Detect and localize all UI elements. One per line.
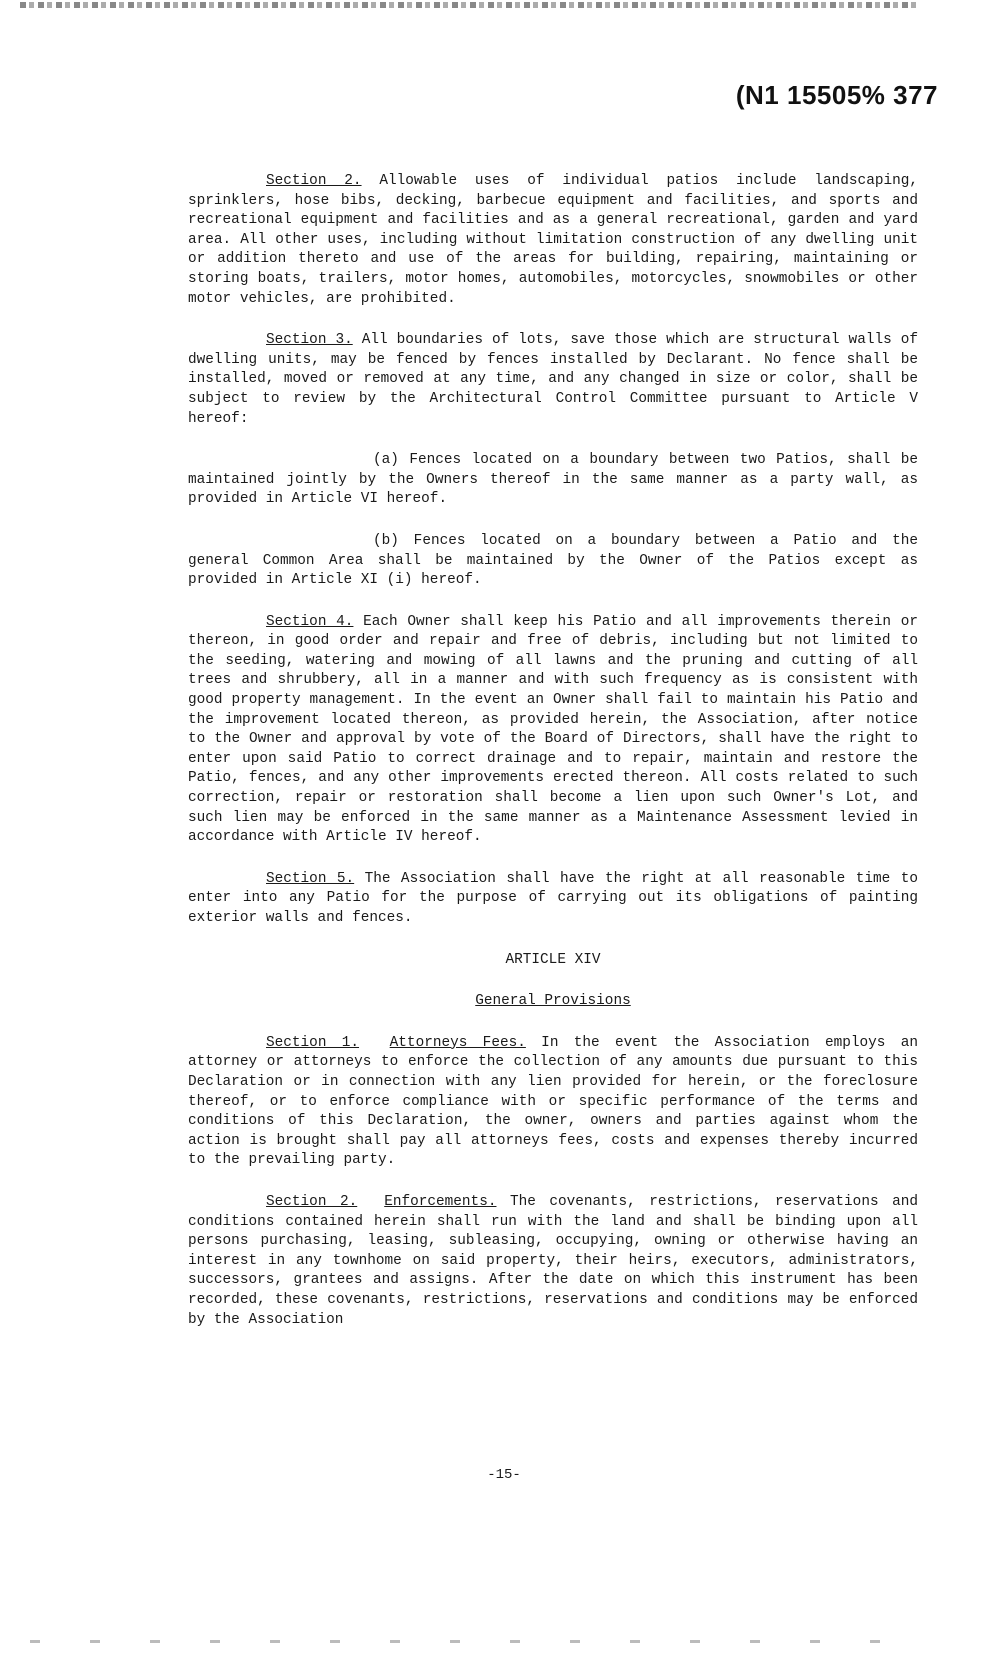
subsection-text: (b) Fences located on a boundary between a Patio and the general Common Area shall be maintained by the Owner of the Patios except as provided in Article XI (i) hereof.: [188, 532, 918, 589]
document-body: [188, 172, 918, 1352]
scan-artifact-bottom: [30, 1640, 910, 1643]
section-text: The covenants, restrictions, reservations and conditions contained herein shall run with the land and shall be binding upon all persons purchasing, leasing, subleasing, occupying, owning or otherwise having an interest in any townhome on said property, their heirs, executors, administrators, successors, grantees and assigns. After the date on which this instrument has been recorded, these covenants, restrictions, reservations and conditions may be enforced by the Association: [188, 1193, 918, 1328]
article-title: General Provisions: [475, 993, 631, 1010]
section-3b-paragraph: [188, 532, 918, 591]
article-number: ARTICLE XIV: [505, 951, 601, 968]
section-label: Section 5.: [266, 870, 355, 887]
subsection-text: (a) Fences located on a boundary between two Patios, shall be maintained jointly by the Owners thereof in the same manner as a party wall, as provided in Article VI hereof.: [188, 452, 918, 508]
section-label: Section 1.: [266, 1034, 360, 1051]
section-label: Section 2.: [266, 173, 362, 189]
scan-artifact-top: [20, 2, 920, 8]
section-heading: Attorneys Fees.: [389, 1034, 526, 1051]
section-heading: Enforcements.: [384, 1193, 497, 1210]
section-label: Section 2.: [266, 1193, 358, 1210]
section-text: Each Owner shall keep his Patio and all improvements therein or thereon, in good order and repair and free of debris, including but not limited to the seeding, watering and mowing of all lawns and the pruning and cutting of all trees and shrubbery, all in a manner and with such frequency as is consistent with good property management. In the event an Owner shall fail to maintain his Patio and the improvement located thereon, as provided herein, the Association, after notice to the Owner and approval by vote of the Board of Directors, shall have the right to enter upon said Patio to correct drainage and to repair, maintain and restore the Patio, fences, and any other improvements erected thereon. All costs related to such correction, repair or restoration shall become a lien upon such Owner's Lot, and such lien may be enforced in the same manner as a Maintenance Assessment levied in accordance with Article IV hereof.: [188, 613, 918, 846]
section-2-paragraph: [188, 172, 918, 309]
section-text: Allowable uses of individual patios include landscaping, sprinklers, hose bibs, decking, barbecue equipment and facilities, and sports and recreational equipment and facilities and as a general recreational, garden and yard area. All other uses, including without limitation construction of any dwelling unit or addition thereto and use of the areas for building, repairing, maintaining or storing boats, trailers, motor homes, automobiles, motorcycles, snowmobiles or other motor vehicles, are prohibited.: [188, 173, 919, 307]
section-text: All boundaries of lots, save those which are structural walls of dwelling units, may be fenced by fences installed by Declarant. No fence shall be installed, moved or removed at any time, and any changed in size or color, shall be subject to review by the Architectural Control Committee pursuant to Article V hereof:: [188, 332, 918, 427]
provision-1-paragraph: [188, 1034, 918, 1171]
book-page-stamp: (N1 15505% 377: [735, 80, 938, 110]
section-4-paragraph: [188, 613, 918, 848]
section-3-paragraph: [188, 331, 918, 429]
section-label: Section 4.: [266, 613, 354, 630]
provision-2-paragraph: [188, 1193, 918, 1330]
page-number: -15-: [487, 1467, 521, 1483]
section-text: The Association shall have the right at all reasonable time to enter into any Patio for the purpose of carrying out its obligations of painting exterior walls and fences.: [188, 870, 918, 926]
section-5-paragraph: [188, 870, 918, 929]
section-label: Section 3.: [266, 332, 353, 349]
section-text: In the event the Association employs an attorney or attorneys to enforce the collection of any amounts due pursuant to this Declaration or in connection with any lien provided for herein, or the foreclosure thereof, or to enforce compliance with or specific performance of the terms and conditions of this Declaration, the owner, owners and parties against whom the action is brought shall pay all attorneys fees, costs and expenses thereby incurred to the prevailing party.: [188, 1034, 918, 1169]
section-3a-paragraph: [188, 451, 918, 510]
